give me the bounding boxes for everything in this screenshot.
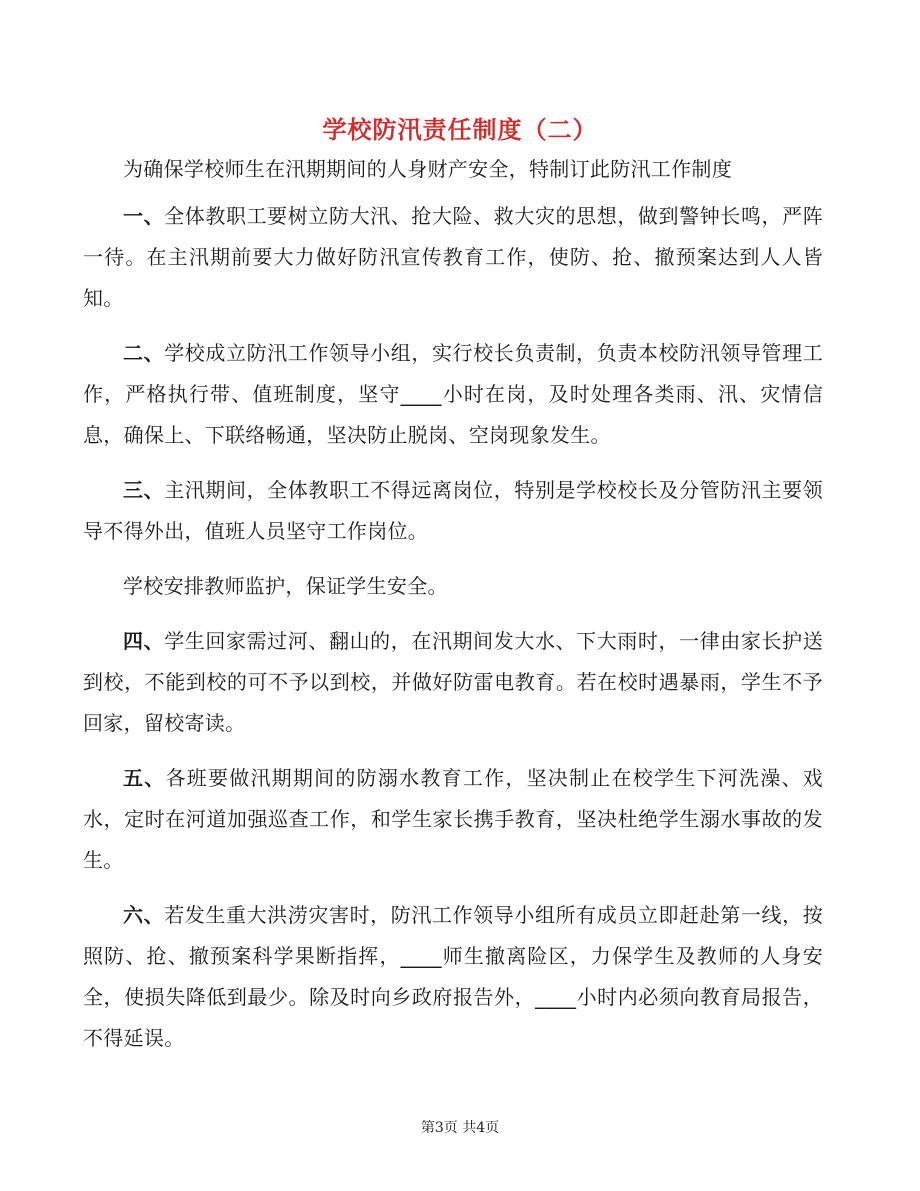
page-number-footer: 第3页 共4页 xyxy=(420,1120,500,1136)
document-title: 学校防汛责任制度（二） xyxy=(322,115,598,144)
section-text: 学生回家需过河、翻山的，在汛期间发大水、下大雨时，一律由家长护送到校，不能到校的可不予以到校，并做好防雷电教育。若在校时遇暴雨，学生不予回家，留校寄读。 xyxy=(83,629,823,735)
section-number: 五、 xyxy=(123,766,166,790)
section-paragraph-2 xyxy=(83,333,823,456)
section-number: 六、 xyxy=(123,903,165,927)
section-text: 学校安排教师监护，保证学生安全。 xyxy=(123,574,448,598)
section-text: 主汛期间，全体教职工不得远离岗位，特别是学校校长及分管防汛主要领导不得外出，值班人员坚守工作岗位。 xyxy=(83,478,823,543)
section-number: 二、 xyxy=(123,341,165,365)
section-paragraph-3 xyxy=(83,470,823,552)
section-text: 若发生重大洪涝灾害时，防汛工作领导小组所有成员立即赶赴第一线，按照防、抢、撤预案科学果断指挥，____师生撤离险区，力保学生及教师的人身安全，使损失降低到最少。除及时向乡政府报告外，____小时内必须向教育局报告，不得延误。 xyxy=(83,903,823,1050)
section-text: 全体教职工要树立防大汛、抢大险、救大灾的思想，做到警钟长鸣，严阵一待。在主汛期前要大力做好防汛宣传教育工作，使防、抢、撤预案达到人人皆知。 xyxy=(83,204,823,310)
section-paragraph-3-note xyxy=(83,566,823,607)
section-paragraph-1 xyxy=(83,196,823,319)
section-text: 学校成立防汛工作领导小组，实行校长负责制，负责本校防汛领导管理工作，严格执行带、值班制度，坚守____小时在岗，及时处理各类雨、汛、灾情信息，确保上、下联络畅通，坚决防止脱岗、空岗现象发生。 xyxy=(83,341,823,447)
section-number: 三、 xyxy=(123,478,165,502)
section-paragraph-4 xyxy=(83,621,823,744)
section-paragraph-6 xyxy=(83,895,823,1059)
document-body xyxy=(83,149,823,1073)
section-paragraph-5 xyxy=(83,758,823,881)
section-number: 一、 xyxy=(123,204,165,228)
section-number: 四、 xyxy=(123,629,165,653)
intro-paragraph: 为确保学校师生在汛期期间的人身财产安全，特制订此防汛工作制度 xyxy=(123,157,732,181)
section-text: 各班要做汛期期间的防溺水教育工作，坚决制止在校学生下河洗澡、戏水，定时在河道加强巡查工作，和学生家长携手教育，坚决杜绝学生溺水事故的发生。 xyxy=(83,766,823,872)
